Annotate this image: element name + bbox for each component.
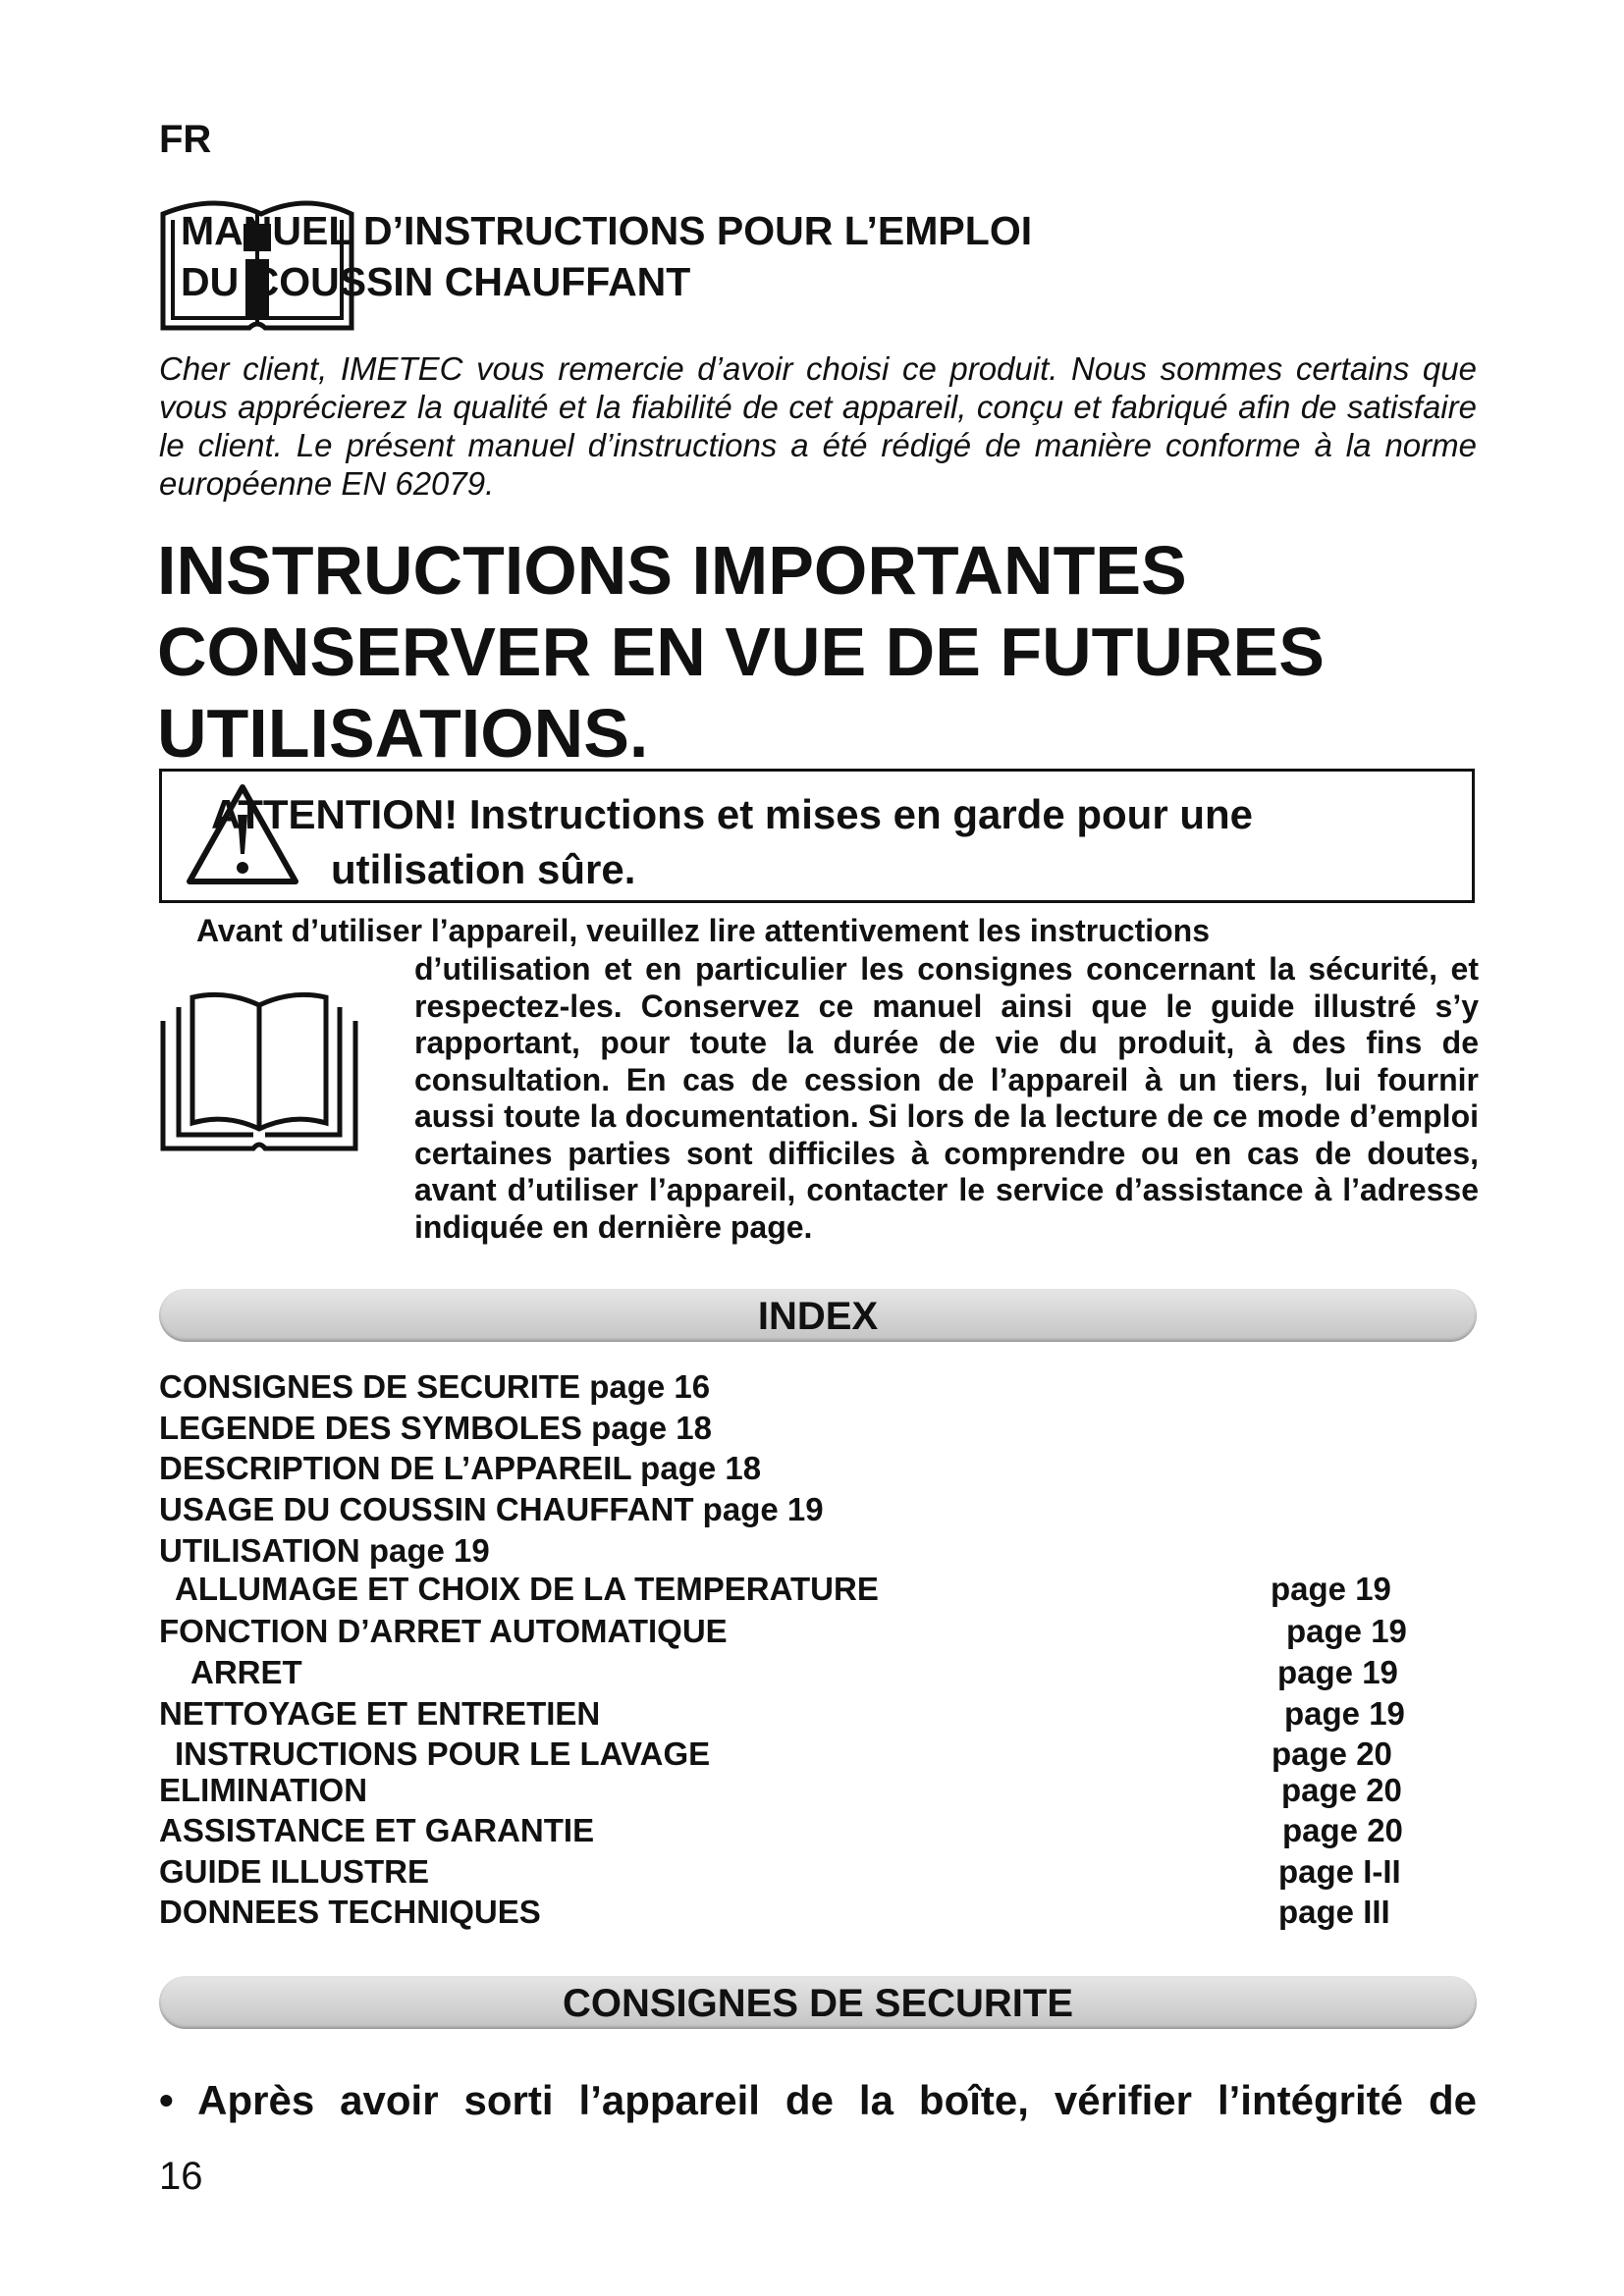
index-entry-page: page 20 (1282, 1812, 1403, 1848)
manual-title-block (159, 194, 1239, 332)
read-manual-first-line: Avant d’utiliser l’appareil, veuillez lire attentivement les instructions (196, 913, 1210, 948)
index-entry-page: page I-II (1278, 1853, 1401, 1890)
safety-bullet: • Après avoir sorti l’appareil de la boîte, vérifier l’intégrité de (159, 2077, 1477, 2123)
index-entry-title: ARRET (190, 1654, 302, 1690)
attention-line2: utilisation sûre. (331, 846, 636, 892)
consignes-section-bar (159, 1976, 1477, 2029)
index-entry-page: page 19 (1271, 1571, 1391, 1607)
attention-line1: ATTENTION! Instructions et mises en garde pour une (211, 791, 1254, 837)
index-entry-page: page 19 (1277, 1654, 1398, 1690)
index-entry-page: page 20 (1281, 1772, 1402, 1808)
index-entry-title: USAGE DU COUSSIN CHAUFFANT page 19 (159, 1491, 824, 1527)
important-instructions-heading (157, 530, 1512, 774)
index-entry-title: UTILISATION page 19 (159, 1532, 490, 1569)
index-entry-title: DESCRIPTION DE L’APPAREIL page 18 (159, 1450, 762, 1486)
index-entry-title: INSTRUCTIONS POUR LE LAVAGE (175, 1735, 711, 1772)
index-entry-title: NETTOYAGE ET ENTRETIEN (159, 1695, 601, 1732)
manual-title-line2: DU COUSSIN CHAUFFANT (181, 259, 691, 304)
read-manual-body: d’utilisation et en particulier les consignes concernant la sécurité, et respectez-les. Conservez ce manuel ainsi que le guide illustré s’y rapportant, pour toute la durée de vie du produit, à des fins de consultation. En cas de cession de l’appareil à un tiers, lui fournir aussi toute la documentation. Si lors de la lecture de ce mode d’emploi certaines parties sont difficiles à comprendre ou en cas de doutes, avant d’utiliser l’appareil, contacter le service d’assistance à l’adresse indiquée en dernière page. (414, 951, 1479, 1245)
index-entry-page: page 20 (1272, 1735, 1392, 1772)
index-entry-page: page III (1278, 1894, 1390, 1930)
index-entry-title: ASSISTANCE ET GARANTIE (159, 1812, 595, 1848)
language-code: FR (159, 118, 212, 161)
index-entry-page: page 19 (1286, 1613, 1407, 1649)
index-entry-title: LEGENDE DES SYMBOLES page 18 (159, 1410, 712, 1446)
index-entry-title: DONNEES TECHNIQUES (159, 1894, 541, 1930)
consignes-title: CONSIGNES DE SECURITE (562, 1982, 1074, 2025)
intro-paragraph: Cher client, IMETEC vous remercie d’avoir choisi ce produit. Nous sommes certains que vous apprécierez la qualité et la fiabilité de cet appareil, conçu et fabriqué afin de satisfaire le client. Le présent manuel d’instructions a été rédigé de manière conforme à la norme européenne EN 62079. (159, 350, 1477, 502)
page-number: 16 (159, 2155, 203, 2198)
manual-title-line1: MANUEL D’INSTRUCTIONS POUR L’EMPLOI (181, 208, 1033, 253)
index-entry-title: FONCTION D’ARRET AUTOMATIQUE (159, 1613, 728, 1649)
index-entry-title: ALLUMAGE ET CHOIX DE LA TEMPERATURE (175, 1571, 879, 1607)
headline-line1: INSTRUCTIONS IMPORTANTES (157, 532, 1187, 609)
index-entry-title: ELIMINATION (159, 1772, 368, 1808)
headline-line2: CONSERVER EN VUE DE FUTURES (157, 614, 1325, 690)
index-entry-title: GUIDE ILLUSTRE (159, 1853, 430, 1890)
index-entry-title: CONSIGNES DE SECURITE page 16 (159, 1368, 711, 1405)
index-entry-page: page 19 (1284, 1695, 1405, 1732)
index-section-bar (159, 1289, 1477, 1342)
index-title: INDEX (757, 1295, 879, 1338)
open-book-icon (159, 991, 359, 1152)
headline-line3: UTILISATIONS. (157, 695, 649, 772)
attention-box (159, 769, 1475, 903)
